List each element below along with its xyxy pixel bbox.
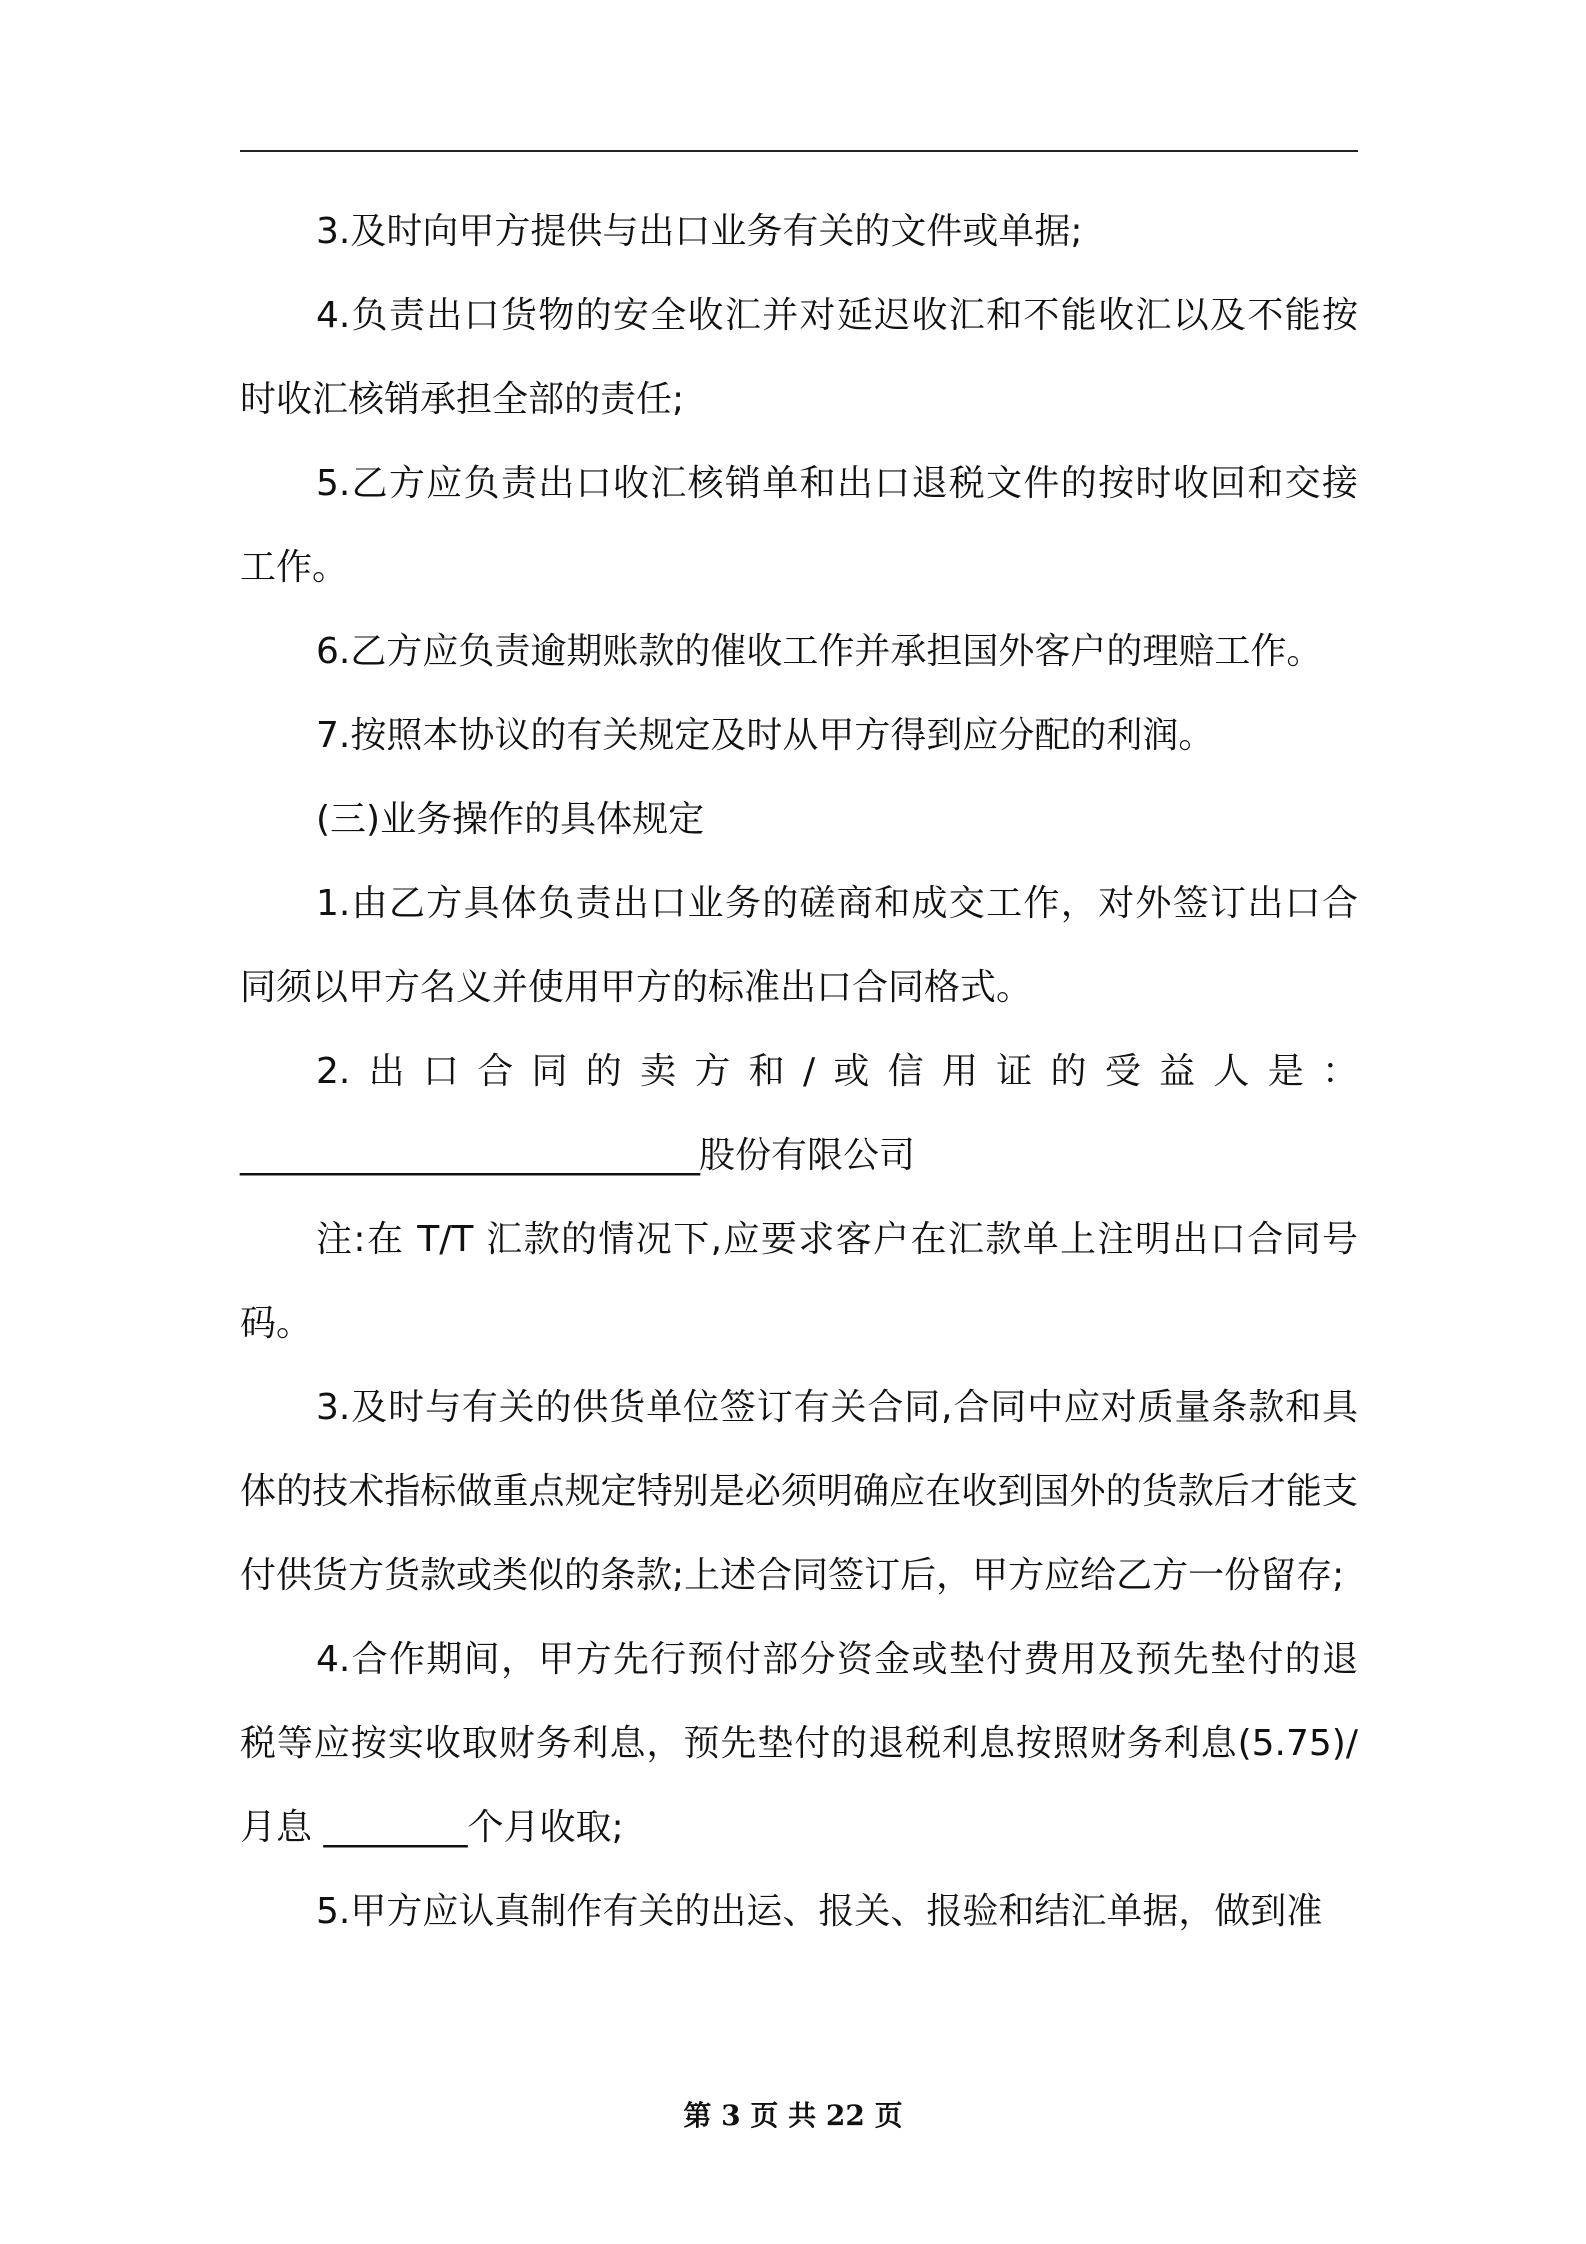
beneficiary-blank: ___________________________	[240, 1135, 699, 1176]
section-heading: (三)业务操作的具体规定	[316, 799, 705, 840]
operation-rule-2: 2.出口合同的卖方和/或信用证的受益人是：	[316, 1051, 1358, 1092]
document-body	[240, 190, 1358, 1954]
page-number: 第 3 页 共 22 页	[683, 2099, 903, 2132]
paragraph-4: 4.负责出口货物的安全收汇并对延迟收汇和不能收汇以及不能按时收汇核销承担全部的责任;	[240, 295, 1358, 420]
operation-rule-5: 5.甲方应认真制作有关的出运、报关、报验和结汇单据，做到准	[316, 1891, 1323, 1932]
tt-note: 注:在 T/T 汇款的情况下,应要求客户在汇款单上注明出口合同号码。	[240, 1219, 1358, 1344]
operation-rule-1: 1.由乙方具体负责出口业务的磋商和成交工作，对外签订出口合同须以甲方名义并使用甲方的标准出口合同格式。	[240, 883, 1358, 1008]
beneficiary-line	[240, 1114, 1358, 1198]
header-rule	[240, 150, 1358, 152]
operation-rule-3: 3.及时与有关的供货单位签订有关合同,合同中应对质量条款和具体的技术指标做重点规定特别是必须明确应在收到国外的货款后才能支付供货方货款或类似的条款;上述合同签订后，甲方应给乙方一份留存;	[240, 1387, 1358, 1596]
paragraph-3: 3.及时向甲方提供与出口业务有关的文件或单据;	[316, 211, 1083, 252]
paragraph-6: 6.乙方应负责逾期账款的催收工作并承担国外客户的理赔工作。	[316, 631, 1323, 672]
beneficiary-company: 股份有限公司	[699, 1135, 916, 1176]
paragraph-5: 5.乙方应负责出口收汇核销单和出口退税文件的按时收回和交接工作。	[240, 463, 1358, 588]
operation-rule-4: 4.合作期间，甲方先行预付部分资金或垫付费用及预先垫付的退税等应按实收取财务利息，预先垫付的退税利息按照财务利息(5.75)/月息 ________个月收取;	[240, 1639, 1358, 1848]
paragraph-7: 7.按照本协议的有关规定及时从甲方得到应分配的利润。	[316, 715, 1215, 756]
